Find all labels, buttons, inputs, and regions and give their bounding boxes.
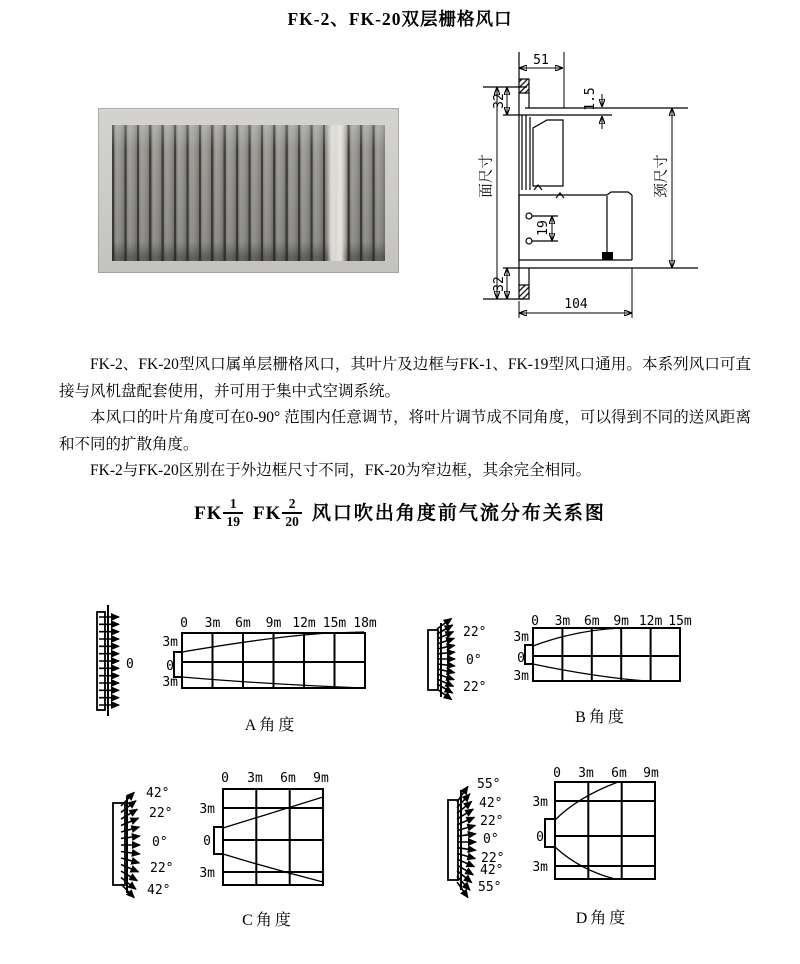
section-subtitle [0, 496, 800, 533]
svg-text:3m: 3m [532, 795, 548, 810]
svg-text:3m: 3m [513, 669, 529, 684]
grille-slats-image [112, 125, 385, 261]
vane-angle-labels-b [463, 625, 486, 695]
paragraph-2: 本风口的叶片角度可在0-90° 范围内任意调节，将叶片调节成不同角度，可以得到不同的送风距离和不同的扩散角度。 [59, 409, 751, 453]
svg-text:6m: 6m [611, 766, 627, 781]
svg-text:0: 0 [180, 616, 188, 631]
vane-symbol-c [113, 792, 140, 897]
diagram-d [415, 750, 725, 935]
svg-text:3m: 3m [162, 675, 178, 690]
airflow-arrows [457, 786, 476, 897]
svg-text:22°: 22° [481, 851, 505, 866]
svg-text:22°: 22° [480, 814, 504, 829]
svg-text:0: 0 [517, 651, 525, 666]
svg-text:3m: 3m [513, 630, 529, 645]
dimensions [478, 52, 672, 318]
svg-text:12m: 12m [292, 616, 316, 631]
svg-text:42°: 42° [480, 863, 504, 878]
body-text [59, 352, 751, 485]
svg-text:0°: 0° [152, 835, 168, 850]
svg-text:22°: 22° [150, 861, 174, 876]
x-axis-ticks-a [180, 616, 377, 631]
svg-text:55°: 55° [478, 880, 502, 895]
dim-blade-gap: 1.5 [583, 87, 598, 111]
svg-text:3m: 3m [199, 802, 215, 817]
page-title: FK-2、FK-20双层栅格风口 [287, 9, 513, 29]
subtitle-text: 风口吹出角度前气流分布关系图 [311, 502, 606, 524]
svg-text:3m: 3m [199, 866, 215, 881]
caption-a: A角度 [244, 717, 298, 734]
svg-text:3m: 3m [578, 766, 594, 781]
dim-hole-pitch: 19 [536, 220, 551, 236]
grid-b [525, 628, 680, 681]
dim-bottom-flange: 32 [492, 276, 507, 292]
x-axis-ticks-d [553, 766, 659, 781]
svg-text:12m: 12m [638, 614, 663, 629]
svg-text:6m: 6m [280, 771, 296, 786]
airflow-arrows [437, 618, 455, 699]
diagram-b [415, 595, 725, 735]
paragraph-1: FK-2、FK-20型风口属单层栅格风口，其叶片及边框与FK-1、FK-19型风口通用。本系列风口可直接与风机盘配套使用，并可用于集中式空调系统。 [59, 356, 751, 400]
svg-text:0°: 0° [466, 653, 482, 668]
svg-text:55°: 55° [477, 777, 501, 792]
x-axis-ticks-c [221, 771, 329, 786]
vane-symbol-b [428, 618, 455, 699]
x-axis-ticks-b [531, 614, 692, 629]
svg-text:15m: 15m [668, 614, 692, 629]
model-fraction-2: $\frac{2}{20}$ [282, 496, 302, 529]
svg-text:9m: 9m [643, 766, 659, 781]
grid-d [545, 782, 655, 879]
model-prefix-2: FK [252, 502, 282, 524]
svg-text:0: 0 [166, 659, 174, 674]
svg-text:15m: 15m [322, 616, 347, 631]
svg-text:42°: 42° [479, 796, 503, 811]
vane-angle-label: 0 [126, 657, 134, 672]
dim-top-flange: 32 [492, 93, 507, 109]
grille-photo [98, 108, 399, 273]
vane-symbol-d [448, 786, 476, 897]
svg-text:6m: 6m [583, 614, 600, 629]
svg-text:0°: 0° [483, 832, 499, 847]
svg-text:0: 0 [531, 614, 539, 629]
grid-c [214, 789, 323, 885]
svg-text:0: 0 [536, 830, 544, 845]
svg-text:3m: 3m [204, 616, 221, 631]
diagram-a [85, 595, 395, 735]
dim-top-width: 51 [533, 53, 549, 68]
model-fraction-1: $\frac{1}{19}$ [223, 496, 243, 529]
caption-d: D角度 [575, 910, 629, 927]
neck-size-label: 颈尺寸 [654, 154, 670, 198]
svg-text:22°: 22° [463, 680, 487, 695]
svg-text:6m: 6m [235, 616, 251, 631]
svg-text:42°: 42° [147, 883, 171, 898]
svg-text:9m: 9m [313, 771, 329, 786]
svg-text:0: 0 [203, 834, 211, 849]
svg-text:22°: 22° [149, 806, 173, 821]
airflow-envelope-d [555, 782, 618, 879]
svg-text:3m: 3m [247, 771, 263, 786]
airflow-envelope-b [533, 628, 646, 681]
face-size-label: 面尺寸 [479, 154, 495, 198]
caption-c: C角度 [242, 912, 294, 929]
svg-text:3m: 3m [554, 614, 571, 629]
caption-b: B角度 [575, 709, 627, 726]
svg-text:9m: 9m [265, 616, 282, 631]
svg-text:3m: 3m [162, 635, 178, 650]
vane-symbol-a [97, 605, 119, 716]
blade-profiles [519, 115, 632, 260]
paragraph-3: FK-2与FK-20区别在于外边框尺寸不同，FK-20为窄边框，其余完全相同。 [90, 462, 592, 480]
dim-depth: 104 [564, 297, 588, 312]
dimension-drawing [475, 45, 725, 325]
diagram-c [85, 750, 395, 935]
svg-text:22°: 22° [463, 625, 487, 640]
grid-a [174, 633, 365, 688]
svg-text:0: 0 [553, 766, 561, 781]
vane-angle-labels-d [477, 777, 504, 895]
svg-text:0: 0 [221, 771, 229, 786]
model-prefix-1: FK [194, 502, 223, 524]
svg-text:9m: 9m [613, 614, 630, 629]
svg-text:42°: 42° [146, 786, 170, 801]
vane-angle-labels-c [146, 786, 173, 898]
svg-text:18m: 18m [353, 616, 377, 631]
svg-text:3m: 3m [532, 860, 548, 875]
y-axis-ticks-c [199, 802, 215, 881]
